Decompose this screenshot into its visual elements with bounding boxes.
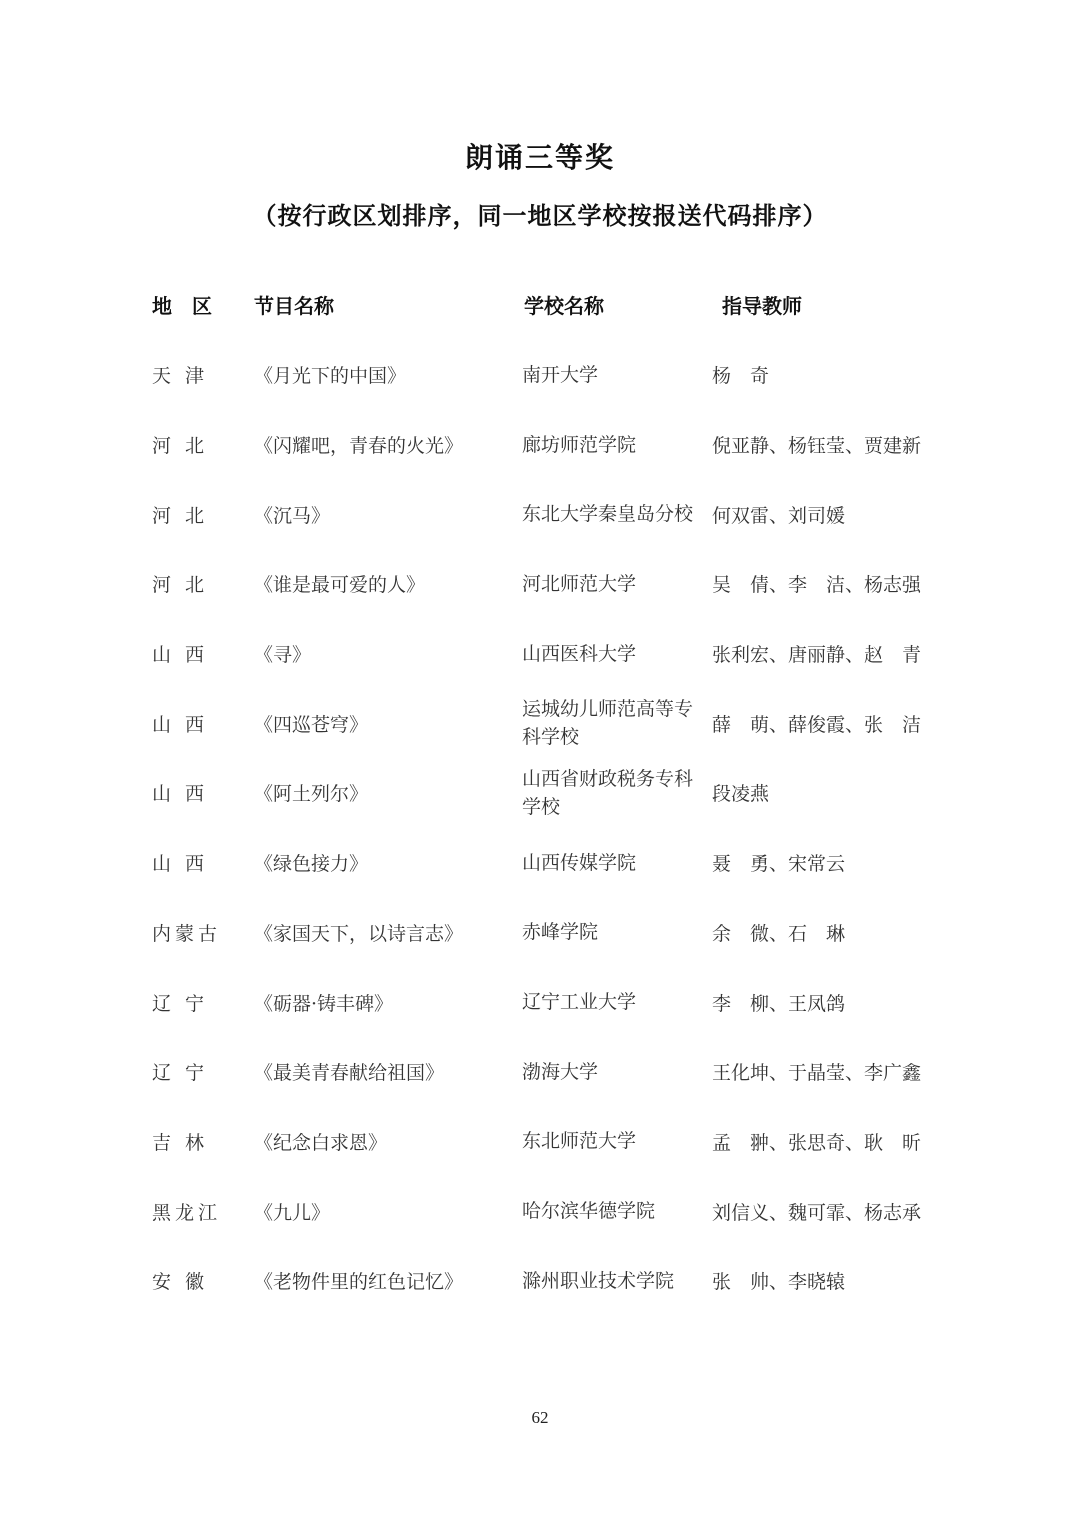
teacher-cell: 薛 萌、薛俊霞、张 洁: [712, 713, 922, 736]
program-cell: 《纪念白求恩》: [254, 1131, 388, 1154]
teacher-cell: 李 柳、王凤鸽: [712, 992, 846, 1015]
table-row: [0, 1037, 1080, 1107]
table-row: [0, 758, 1080, 828]
school-cell: 滁州职业技术学院: [522, 1269, 675, 1292]
teacher-cell: 刘信义、魏可霏、杨志承: [712, 1201, 922, 1224]
table-row: [0, 479, 1080, 549]
region-cell: 山 西: [152, 783, 209, 806]
document-subtitle: （按行政区划排序，同一地区学校按报送代码排序）: [252, 202, 828, 230]
region-cell: 吉 林: [152, 1131, 209, 1154]
school-cell: 山西省财政税务专科学校: [522, 767, 694, 818]
school-cell: 山西医科大学: [522, 642, 637, 665]
teacher-cell: 何双雷、刘司媛: [712, 504, 846, 527]
school-cell: 渤海大学: [522, 1060, 599, 1083]
school-cell: 辽宁工业大学: [522, 991, 637, 1014]
region-cell: 河 北: [152, 435, 209, 458]
region-cell: 山 西: [152, 644, 209, 667]
page-number: 62: [531, 1408, 549, 1427]
table-row: [0, 967, 1080, 1037]
region-cell: 黑龙江: [152, 1201, 222, 1224]
school-cell: 南开大学: [522, 363, 599, 386]
teacher-cell: 孟 翀、张思奇、耿 昕: [712, 1131, 922, 1154]
region-cell: 山 西: [152, 713, 209, 736]
table-header: [0, 290, 1080, 322]
table-row: [0, 549, 1080, 619]
table-row: [0, 619, 1080, 689]
program-cell: 《谁是最可爱的人》: [254, 574, 426, 597]
school-cell: 运城幼儿师范高等专科学校: [522, 698, 694, 749]
school-cell: 东北师范大学: [522, 1130, 637, 1153]
region-cell: 辽 宁: [152, 992, 209, 1015]
table-row: [0, 688, 1080, 758]
header-teacher: 指导教师: [722, 294, 802, 318]
school-cell: 东北大学秦皇岛分校: [522, 503, 694, 526]
teacher-cell: 张 帅、李晓辕: [712, 1271, 846, 1294]
teacher-cell: 余 微、石 琳: [712, 922, 846, 945]
region-cell: 河 北: [152, 504, 209, 527]
teacher-cell: 张利宏、唐丽静、赵 青: [712, 644, 922, 667]
program-cell: 《九儿》: [254, 1201, 331, 1224]
program-cell: 《绿色接力》: [254, 853, 369, 876]
school-cell: 赤峰学院: [522, 921, 599, 944]
program-cell: 《阿土列尔》: [254, 783, 369, 806]
teacher-cell: 王化坤、于晶莹、李广鑫: [712, 1062, 922, 1085]
table-row: [0, 340, 1080, 410]
teacher-cell: 吴 倩、李 洁、杨志强: [712, 574, 922, 597]
teacher-cell: 段凌燕: [712, 783, 770, 806]
region-cell: 天 津: [152, 365, 209, 388]
region-cell: 安 徽: [152, 1271, 209, 1294]
header-region: 地区: [152, 294, 232, 318]
table-row: [0, 898, 1080, 968]
document-title: 朗诵三等奖: [464, 141, 615, 174]
program-cell: 《老物件里的红色记忆》: [254, 1271, 464, 1294]
school-cell: 河北师范大学: [522, 572, 637, 595]
header-program: 节目名称: [254, 294, 334, 318]
header-school: 学校名称: [524, 294, 604, 318]
program-cell: 《月光下的中国》: [254, 365, 407, 388]
program-cell: 《四巡苍穹》: [254, 713, 369, 736]
teacher-cell: 聂 勇、宋常云: [712, 853, 846, 876]
region-cell: 山 西: [152, 853, 209, 876]
program-cell: 《沉马》: [254, 504, 331, 527]
school-cell: 山西传媒学院: [522, 851, 637, 874]
table-row: [0, 1176, 1080, 1246]
program-cell: 《最美青春献给祖国》: [254, 1062, 445, 1085]
school-cell: 哈尔滨华德学院: [522, 1200, 656, 1223]
program-cell: 《寻》: [254, 644, 312, 667]
program-cell: 《砺器·铸丰碑》: [254, 992, 394, 1015]
teacher-cell: 倪亚静、杨钰莹、贾建新: [712, 435, 922, 458]
program-cell: 《家国天下，以诗言志》: [254, 922, 464, 945]
region-cell: 辽 宁: [152, 1062, 209, 1085]
table-row: [0, 828, 1080, 898]
table-row: [0, 410, 1080, 480]
award-table: [0, 340, 1080, 1316]
table-row: [0, 1246, 1080, 1316]
region-cell: 内蒙古: [152, 922, 222, 945]
region-cell: 河 北: [152, 574, 209, 597]
program-cell: 《闪耀吧，青春的火光》: [254, 435, 464, 458]
teacher-cell: 杨 奇: [712, 365, 770, 388]
table-row: [0, 1107, 1080, 1177]
school-cell: 廊坊师范学院: [522, 433, 637, 456]
